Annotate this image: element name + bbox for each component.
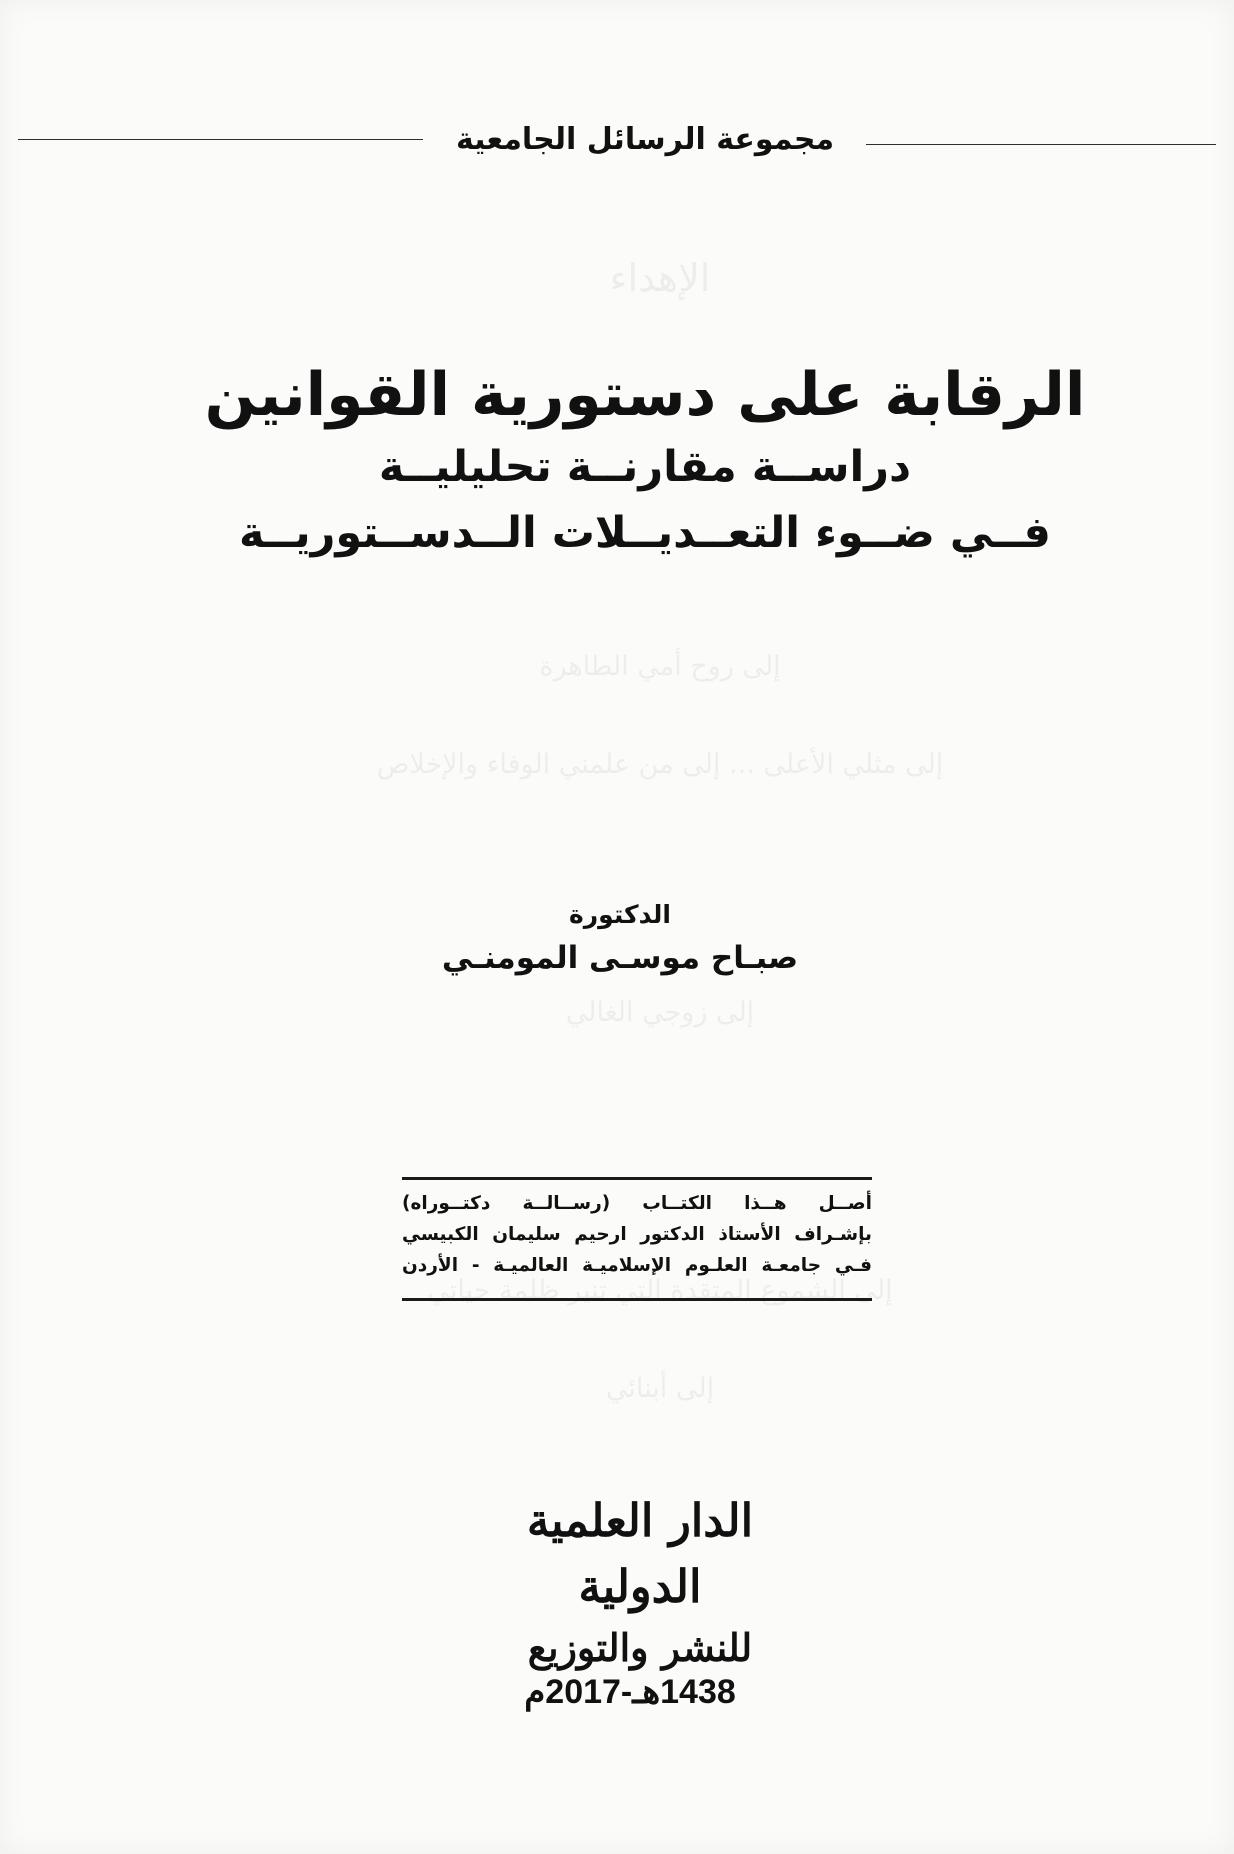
series-label: مجموعة الرسائل الجامعية <box>455 122 835 157</box>
publisher-subtitle: للنشر والتوزيع <box>527 1625 753 1670</box>
origin-note-box <box>402 1177 872 1301</box>
author-name: صبـاح موسـى المومنـي <box>441 940 799 976</box>
book-subtitle-line-1: دراســة مقارنــة تحليليــة <box>378 442 912 492</box>
show-through-line: إلى مثلي الأعلى ... إلى من علمني الوفاء والإخلاص <box>376 749 944 780</box>
show-through-line: إلى روح أمي الطاهرة <box>539 651 781 682</box>
book-subtitle-line-2: فــي ضــوء التعــديــلات الــدســتوريــة <box>239 508 1051 558</box>
publisher-name: الدار العلمية الدولية <box>526 1494 754 1613</box>
series-header <box>0 122 1234 158</box>
series-rule-right <box>866 144 1216 145</box>
author-block <box>360 895 880 981</box>
show-through-heading: الإهداء <box>609 256 711 300</box>
origin-note-line-3: فـي جامعـة العلـوم الإسلاميـة العالميـة - الأردن <box>402 1255 872 1276</box>
author-title: الدكتورة <box>569 900 671 929</box>
series-rule-left <box>18 139 423 140</box>
book-title: الرقابة على دستورية القوانين <box>204 360 1086 430</box>
origin-note-line-2: بإشـراف الأستاذ الدكتور ارحيم سليمان الكبيسي <box>402 1224 872 1245</box>
title-block <box>180 356 1110 566</box>
origin-note-line-1: أصــل هــذا الكتــاب (رســالــة دكتــوراه) <box>402 1193 872 1214</box>
publication-date: 1438هـ-2017م <box>524 1673 736 1711</box>
show-through-line: إلى الشموع المتقدة التي تنير ظلمة حياتي <box>427 1275 893 1306</box>
publisher-logo <box>490 1488 790 1676</box>
show-through-line: إلى أبنائي <box>605 1373 715 1404</box>
show-through-line: إلى زوجي الغالي <box>565 997 755 1028</box>
